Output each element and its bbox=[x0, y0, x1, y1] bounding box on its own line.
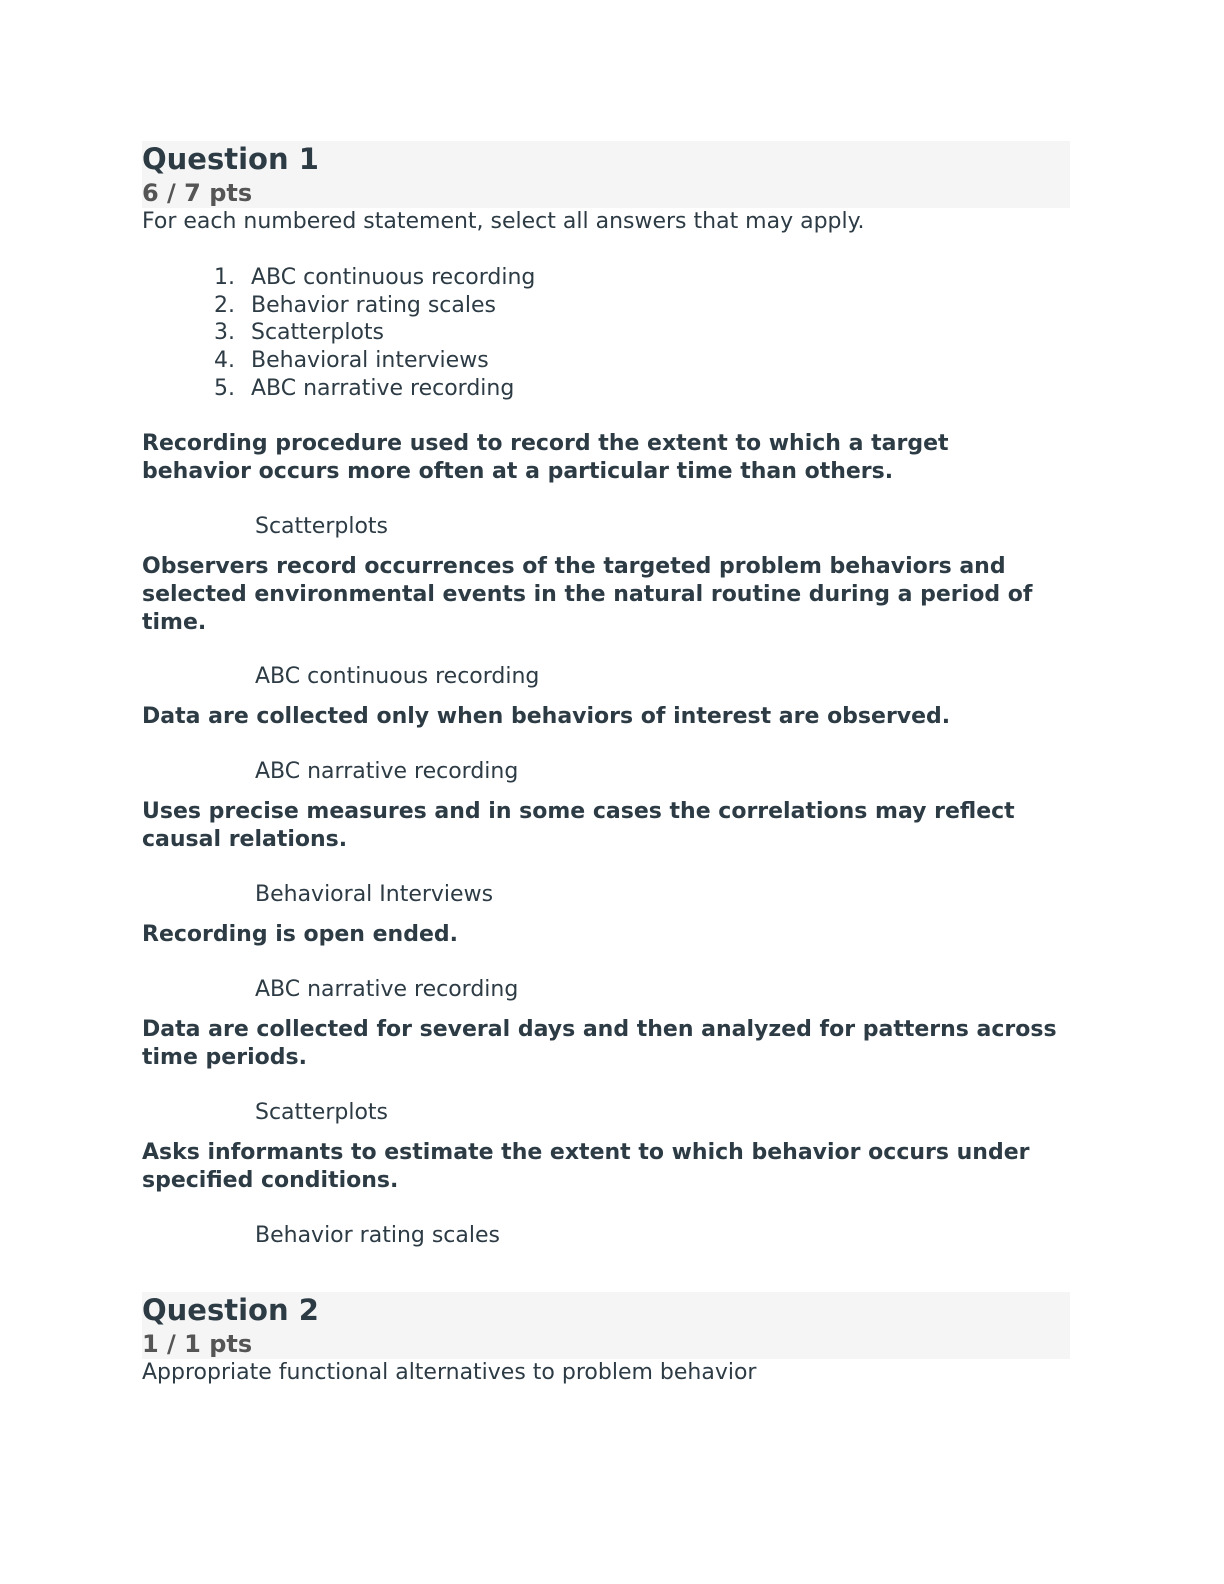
question-2-points: 1 / 1 pts bbox=[142, 1330, 253, 1358]
question-1-instructions: For each numbered statement, select all answers that may apply. bbox=[142, 209, 865, 234]
answer-7[interactable]: Behavior rating scales bbox=[255, 1223, 500, 1248]
option-3-number: 3. bbox=[214, 320, 235, 345]
option-1-number: 1. bbox=[214, 265, 235, 290]
answer-1[interactable]: Scatterplots bbox=[255, 514, 388, 539]
question-1-points: 6 / 7 pts bbox=[142, 179, 253, 207]
statement-5: Recording is open ended. bbox=[142, 922, 458, 947]
question-2-text: Appropriate functional alternatives to problem behavior bbox=[142, 1360, 757, 1385]
option-5-number: 5. bbox=[214, 376, 235, 401]
option-3-label: Scatterplots bbox=[251, 320, 384, 345]
question-2-title: Question 2 bbox=[142, 1293, 319, 1327]
statement-1: Recording procedure used to record the extent to which a target behavior occurs more often at a particular time than others. bbox=[142, 431, 949, 484]
statement-7: Asks informants to estimate the extent to which behavior occurs under specified conditions. bbox=[142, 1140, 1030, 1193]
option-1-label: ABC continuous recording bbox=[251, 265, 536, 290]
statement-3: Data are collected only when behaviors of interest are observed. bbox=[142, 704, 951, 729]
option-5-label: ABC narrative recording bbox=[251, 376, 515, 401]
answer-3[interactable]: ABC narrative recording bbox=[255, 759, 519, 784]
statement-4: Uses precise measures and in some cases the correlations may reflect causal relations. bbox=[142, 799, 1015, 852]
statement-6: Data are collected for several days and then analyzed for patterns across time periods. bbox=[142, 1017, 1057, 1070]
option-4-label: Behavioral interviews bbox=[251, 348, 489, 373]
option-2-number: 2. bbox=[214, 293, 235, 318]
question-1-title: Question 1 bbox=[142, 142, 319, 176]
option-2-label: Behavior rating scales bbox=[251, 293, 496, 318]
answer-5[interactable]: ABC narrative recording bbox=[255, 977, 519, 1002]
statement-2: Observers record occurrences of the targeted problem behaviors and selected environmental events in the natural routine during a period of time. bbox=[142, 554, 1033, 635]
option-4-number: 4. bbox=[214, 348, 235, 373]
answer-6[interactable]: Scatterplots bbox=[255, 1100, 388, 1125]
answer-4[interactable]: Behavioral Interviews bbox=[255, 882, 494, 907]
answer-2[interactable]: ABC continuous recording bbox=[255, 664, 540, 689]
